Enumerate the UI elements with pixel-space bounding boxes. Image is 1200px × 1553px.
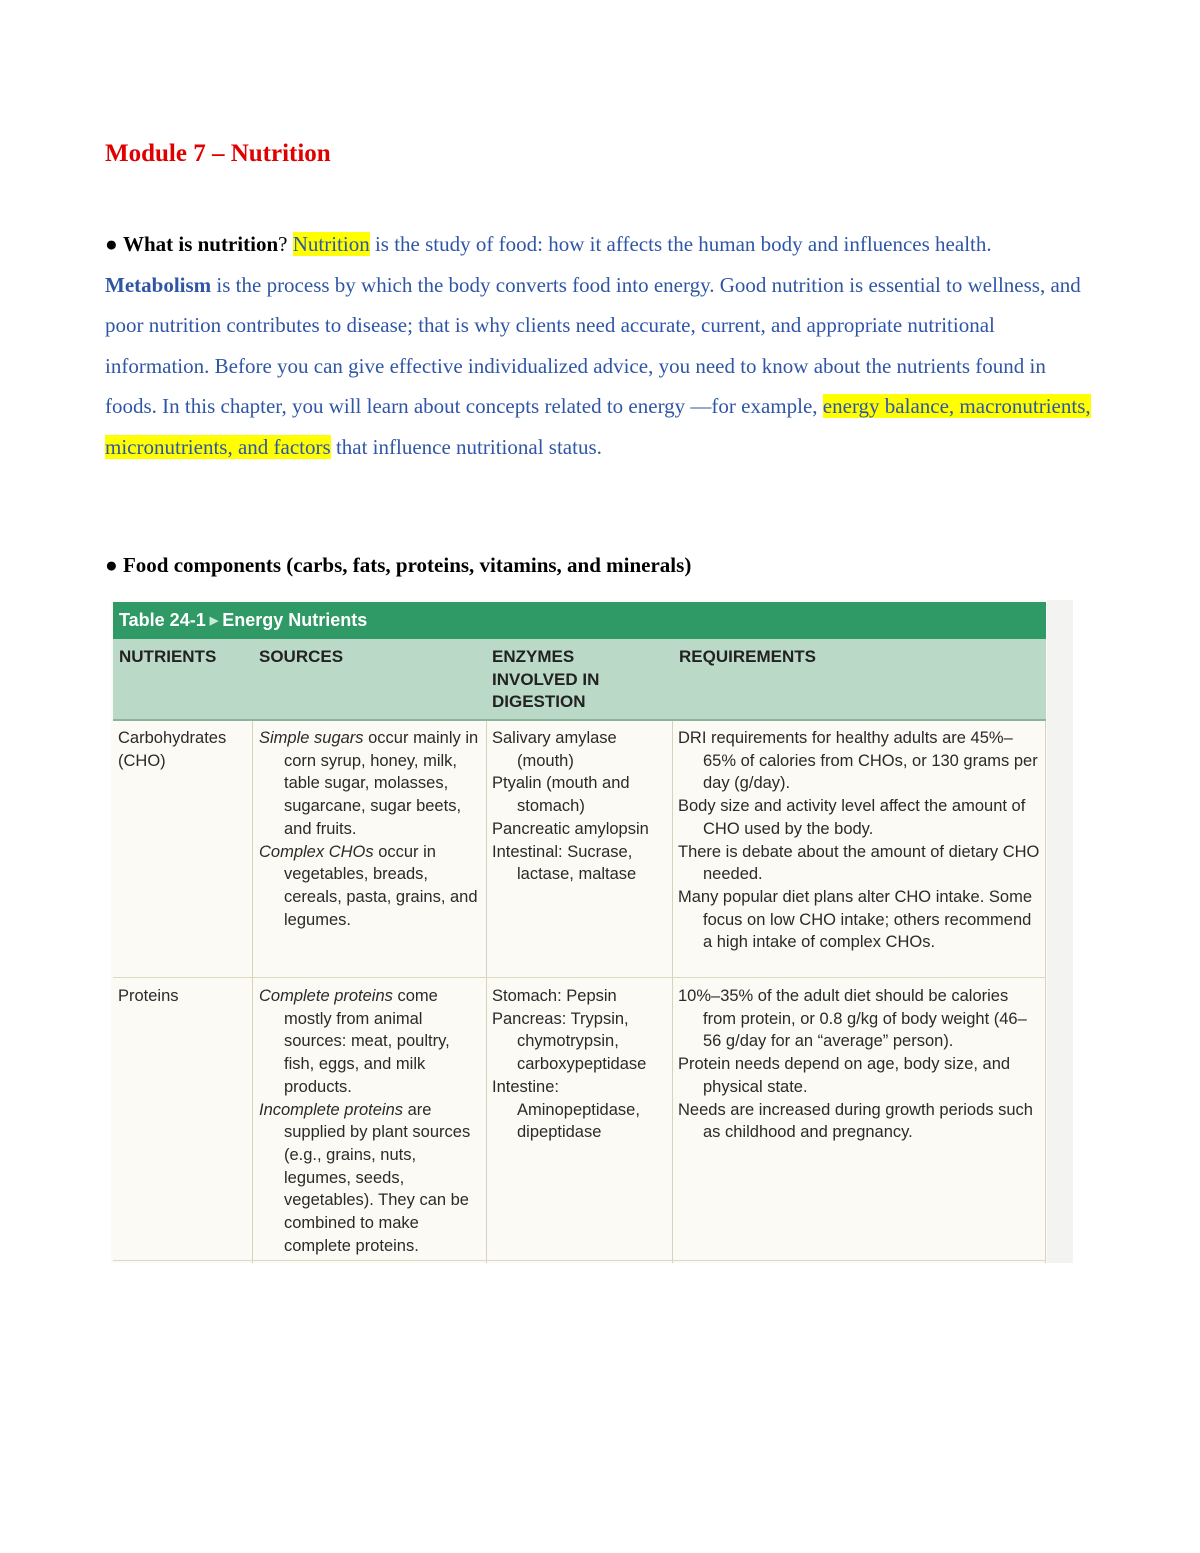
header-requirements: REQUIREMENTS [679, 647, 816, 666]
term-metabolism: Metabolism [105, 272, 212, 297]
table-caption [113, 602, 1046, 639]
row-divider [113, 977, 1046, 978]
table-header-row [113, 639, 1046, 721]
enzyme-item: Ptyalin (mouth and stomach) [492, 774, 630, 816]
bullet-icon: ● [105, 553, 118, 577]
highlight-nutrition: Nutrition [292, 232, 370, 256]
enzyme-item: Intestine: Aminopeptidase, dipeptidase [492, 1077, 640, 1142]
requirement-item: Protein needs depend on age, body size, and physical state. [678, 1055, 1011, 1096]
page-title: Module 7 – Nutrition [105, 140, 331, 167]
table-row-proteins-nutrient: Proteins [118, 987, 179, 1005]
requirement-item: 10%–35% of the adult diet should be calories from protein, or 0.8 g/kg of body weight (46–56 g/day for an “average” person). [678, 987, 1027, 1051]
bullet-icon: ● [105, 232, 118, 256]
caption-arrow-icon: ▶ [209, 615, 219, 627]
column-divider [486, 721, 487, 1263]
column-divider [672, 721, 673, 1263]
requirement-item: Body size and activity level affect the amount of CHO used by the body. [678, 797, 1026, 838]
table-number: Table 24-1 [119, 610, 206, 630]
enzyme-item: Stomach: Pepsin [492, 987, 617, 1005]
table-row-proteins-requirements [678, 985, 1040, 1144]
section-heading-text: Food components (carbs, fats, proteins, vitamins, and minerals) [122, 553, 692, 577]
table-title: Energy Nutrients [222, 610, 368, 630]
header-nutrients: NUTRIENTS [119, 647, 217, 666]
table-row-carbohydrates-nutrient: Carbohydrates (CHO) [118, 729, 227, 770]
energy-nutrients-table [111, 600, 1073, 1263]
intro-qmark: ? [278, 232, 288, 256]
requirement-item: Many popular diet plans alter CHO intake. Some focus on low CHO intake; others recommend a high intake of complex CHOs. [678, 887, 1033, 952]
source-item: Complex CHOs occur in vegetables, breads, cereals, pasta, grains, and legumes. [259, 842, 478, 929]
header-enzymes: ENZYMES INVOLVED IN DIGESTION [492, 647, 600, 711]
table-row-proteins-sources [259, 985, 481, 1257]
requirement-item: DRI requirements for healthy adults are 45%–65% of calories from CHOs, or 130 grams per day (g/day). [678, 729, 1038, 793]
enzyme-item: Intestinal: Sucrase, lactase, maltase [492, 842, 637, 884]
table-side-margin [1047, 600, 1073, 1263]
source-item: Complete proteins come mostly from animal sources: meat, poultry, fish, eggs, and milk products. [259, 987, 450, 1096]
table-row-carbohydrates-sources [259, 727, 481, 931]
header-sources: SOURCES [259, 647, 344, 666]
table-row-carbohydrates-requirements [678, 727, 1040, 954]
column-divider [1045, 721, 1046, 1263]
section-heading-food-components [105, 553, 691, 578]
column-divider [252, 721, 253, 1263]
enzyme-item: Pancreas: Trypsin, chymotrypsin, carboxypeptidase [492, 1009, 647, 1074]
table-row-carbohydrates-enzymes [492, 727, 670, 886]
intro-text-3: that influence nutritional status. [330, 434, 602, 459]
intro-lead: What is nutrition [122, 232, 279, 256]
table-row-proteins-enzymes [492, 985, 670, 1144]
source-item: Simple sugars occur mainly in corn syrup, honey, milk, table sugar, molasses, sugarcane, sugar beets, and fruits. [259, 729, 479, 838]
highlight-energy-terms: energy balance, macronutrients, micronutrients, and factors [105, 394, 1091, 459]
enzyme-item: Salivary amylase (mouth) [492, 729, 617, 770]
enzyme-item: Pancreatic amylopsin [492, 819, 649, 838]
requirement-item: There is debate about the amount of dietary CHO needed. [678, 842, 1040, 884]
intro-text-2: is the process by which the body converts food into energy. Good nutrition is essential to wellness, and poor nutrition contributes to disease; that is why clients need accurate, current, and appropriate nutritional information. Before you can give effective individualized advice, you need to know about the nutrients found in foods. In this chapter, you will learn about concepts related to energy —for example, [105, 272, 1081, 419]
row-divider [113, 1260, 1046, 1261]
intro-text-1: is the study of food: how it affects the human body and influences health. [369, 232, 992, 256]
intro-paragraph [105, 224, 1100, 468]
source-item: Incomplete proteins are supplied by plant sources (e.g., grains, nuts, legumes, seeds, vegetables). They can be combined to make complete proteins. [259, 1100, 471, 1255]
requirement-item: Needs are increased during growth periods such as childhood and pregnancy. [678, 1100, 1033, 1142]
